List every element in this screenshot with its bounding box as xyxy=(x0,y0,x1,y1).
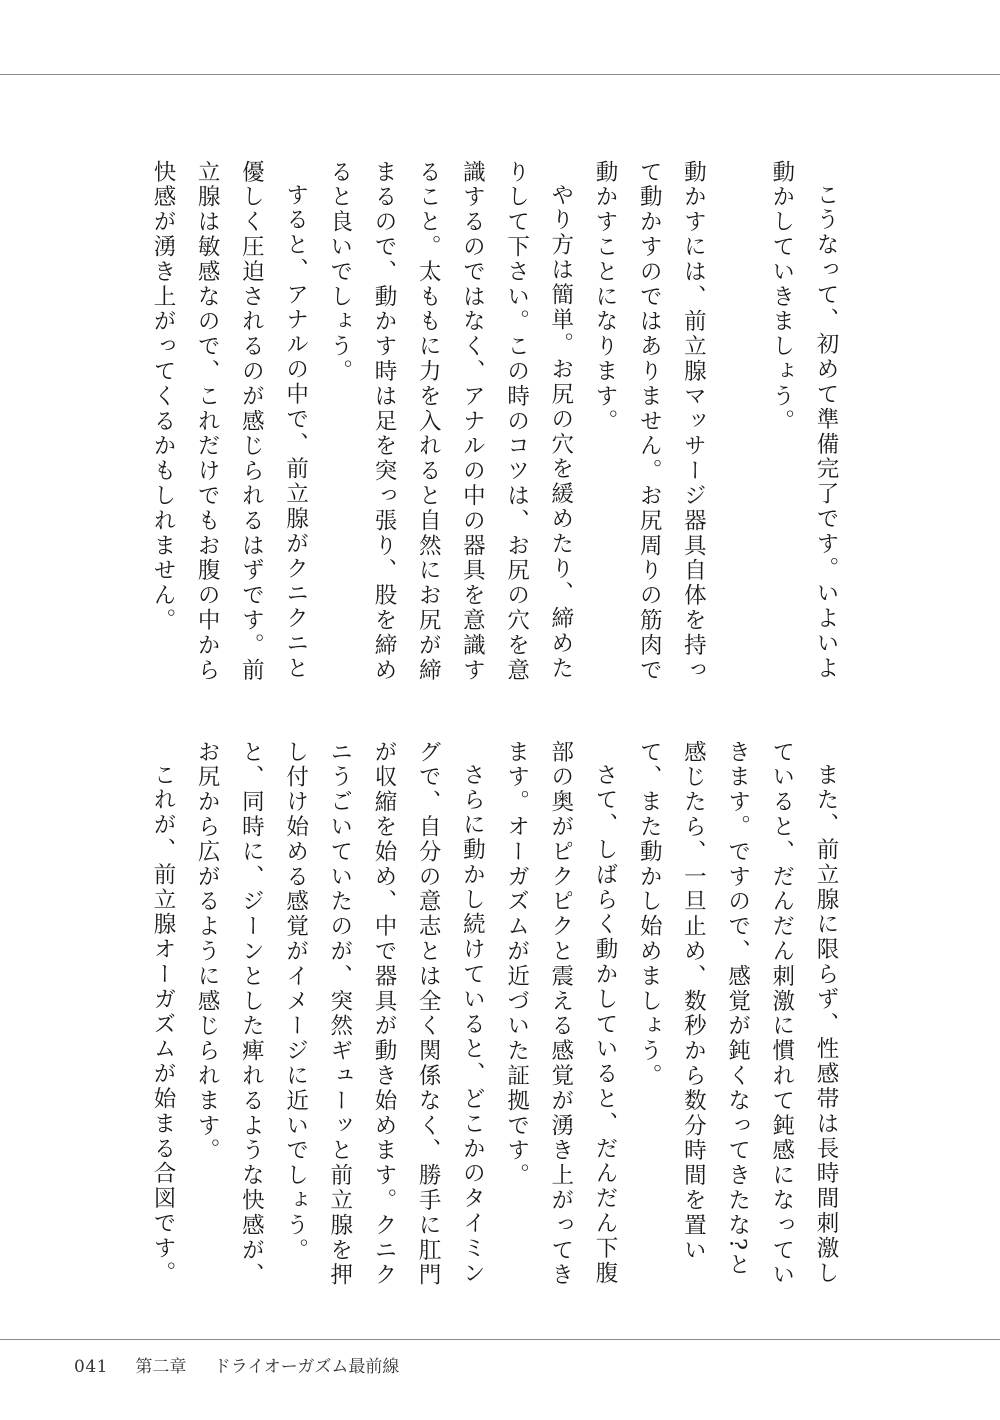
chapter-label: 第二章 xyxy=(135,1357,187,1377)
paragraph: また、前立腺に限らず、性感帯は長時間刺激していると、だんだん刺激に慣れて鈍感になっていきます。ですので、感覚が鈍くなってきたな?と感じたら、一旦止め、数秒から数分時間を置いて、また動かし始めましょう。 xyxy=(636,740,839,1288)
top-rule xyxy=(0,74,1000,75)
paragraph: すると、アナルの中で、前立腺がクニクニと優しく圧迫されるのが感じられるはずです。前立腺は敏感なので、これだけでもお腹の中から快感が湧き上がってくるかもしれません。 xyxy=(149,160,309,683)
page-number: 041 xyxy=(74,1357,108,1377)
paragraph: 動かすには、前立腺マッサージ器具自体を持って動かすのではありません。お尻周りの筋肉で動かすことになります。 xyxy=(592,160,707,683)
paragraph: これが、前立腺オーガズムが始まる合図です。 xyxy=(149,762,176,1286)
bottom-rule xyxy=(0,1339,1000,1340)
page-footer xyxy=(74,1352,399,1377)
chapter-title: ドライオーガズム最前線 xyxy=(213,1357,400,1377)
paragraph: やり方は簡単。お尻の穴を緩めたり、締めたりして下さい。この時のコツは、お尻の穴を意識するのではなく、アナルの中の器具を意識すること。太ももに力を入れると自然にお尻が締まるので、動かす時は足を突っ張り、股を締めると良いでしょう。 xyxy=(326,160,574,683)
paragraph: こうなって、初めて準備完了です。いよいよ動かしていきましょう。 xyxy=(768,160,839,681)
paragraph: さらに動かし続けていると、どこかのタイミングで、自分の意志とは全く関係なく、勝手に肛門が収縮を始め、中で器具が動き始めます。クニクニうごいていたのが、突然ギューッと前立腺を押し付け始める感覚がイメージに近いでしょう。と、同時に、ジーンとした痺れるような快感が、お尻から広がるように感じられます。 xyxy=(194,740,486,1288)
paragraph: さて、しばらく動かしていると、だんだん下腹部の奥がピクピクと震える感覚が湧き上がってきます。オーガズムが近づいた証拠です。 xyxy=(503,740,618,1288)
lower-text-block xyxy=(148,740,848,1290)
upper-text-block xyxy=(148,160,848,700)
